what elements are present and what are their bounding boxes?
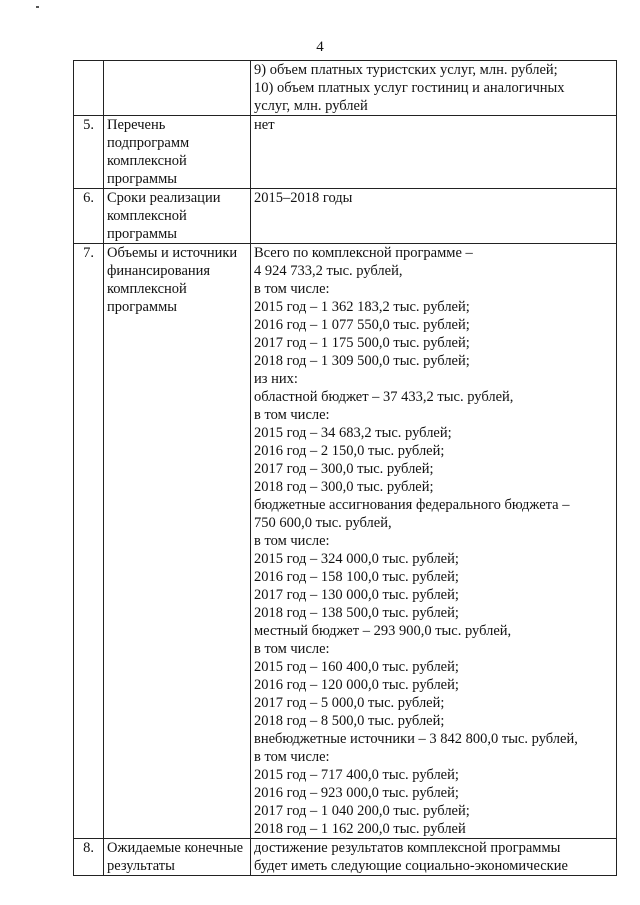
row-value-line: областной бюджет – 37 433,2 тыс. рублей,: [254, 389, 514, 405]
row-value-cell: [251, 839, 617, 876]
row-value-line: бюджетные ассигнования федерального бюджета –: [254, 497, 570, 513]
row-value-line: в том числе:: [254, 641, 330, 657]
row-value-line: будет иметь следующие социально-экономические: [254, 858, 568, 874]
row-value-line: в том числе:: [254, 407, 330, 423]
row-number: 6.: [74, 189, 104, 244]
row-name-line: программы: [107, 171, 177, 187]
row-name-line: комплексной: [107, 281, 187, 297]
row-value-line: в том числе:: [254, 281, 330, 297]
row-name-cell: [104, 189, 251, 244]
row-number: 8.: [74, 839, 104, 876]
row-value-line: 2016 год – 2 150,0 тыс. рублей;: [254, 443, 445, 459]
row-value-cell: [251, 116, 617, 189]
row-value-line: 2017 год – 1 040 200,0 тыс. рублей;: [254, 803, 470, 819]
row-name-line: комплексной: [107, 208, 187, 224]
row-value-line: 2017 год – 1 175 500,0 тыс. рублей;: [254, 335, 470, 351]
row-value-line: 9) объем платных туристских услуг, млн. рублей;: [254, 62, 558, 78]
row-value-line: из них:: [254, 371, 298, 387]
row-value-line: услуг, млн. рублей: [254, 98, 368, 114]
table-row: [74, 244, 617, 839]
row-name-line: программы: [107, 226, 177, 242]
table-row: [74, 61, 617, 116]
row-name-cell: [104, 61, 251, 116]
row-value-line: 2018 год – 138 500,0 тыс. рублей;: [254, 605, 459, 621]
row-name-line: подпрограмм: [107, 135, 190, 151]
row-name-line: Сроки реализации: [107, 190, 221, 206]
row-value-line: 2018 год – 8 500,0 тыс. рублей;: [254, 713, 445, 729]
scan-mark: [36, 6, 39, 8]
row-number: 7.: [74, 244, 104, 839]
row-value-line: 2016 год – 120 000,0 тыс. рублей;: [254, 677, 459, 693]
row-name-line: Объемы и источники: [107, 245, 238, 261]
row-value-line: в том числе:: [254, 749, 330, 765]
row-number: 5.: [74, 116, 104, 189]
row-name-line: Перечень: [107, 117, 166, 133]
row-name-cell: [104, 116, 251, 189]
row-name-cell: [104, 839, 251, 876]
row-value-line: Всего по комплексной программе –: [254, 245, 473, 261]
row-value-line: 2017 год – 5 000,0 тыс. рублей;: [254, 695, 445, 711]
row-value-line: 2015 год – 324 000,0 тыс. рублей;: [254, 551, 459, 567]
row-name-line: финансирования: [107, 263, 211, 279]
row-name-line: комплексной: [107, 153, 187, 169]
row-value-line: 10) объем платных услуг гостиниц и аналогичных: [254, 80, 565, 96]
program-passport-table: [73, 60, 617, 876]
row-value-line: в том числе:: [254, 533, 330, 549]
row-name-cell: [104, 244, 251, 839]
row-value-line: 2017 год – 300,0 тыс. рублей;: [254, 461, 434, 477]
row-value-line: внебюджетные источники – 3 842 800,0 тыс. рублей,: [254, 731, 578, 747]
row-value-line: 2015 год – 717 400,0 тыс. рублей;: [254, 767, 459, 783]
row-value-line: 2016 год – 1 077 550,0 тыс. рублей;: [254, 317, 470, 333]
row-name-line: Ожидаемые конечные: [107, 840, 244, 856]
row-value-line: 2015 год – 34 683,2 тыс. рублей;: [254, 425, 452, 441]
row-value-line: 4 924 733,2 тыс. рублей,: [254, 263, 403, 279]
row-value-line: 2015 год – 1 362 183,2 тыс. рублей;: [254, 299, 470, 315]
table-row: [74, 116, 617, 189]
row-value-line: 2018 год – 300,0 тыс. рублей;: [254, 479, 434, 495]
row-value-line: нет: [254, 117, 275, 133]
row-value-line: 750 600,0 тыс. рублей,: [254, 515, 392, 531]
row-value-cell: [251, 244, 617, 839]
table-row: [74, 839, 617, 876]
row-value-line: 2016 год – 158 100,0 тыс. рублей;: [254, 569, 459, 585]
row-value-line: 2016 год – 923 000,0 тыс. рублей;: [254, 785, 459, 801]
row-value-cell: [251, 61, 617, 116]
row-value-line: 2015–2018 годы: [254, 190, 353, 206]
row-value-cell: [251, 189, 617, 244]
row-name-line: результаты: [107, 858, 175, 874]
row-value-line: 2018 год – 1 162 200,0 тыс. рублей: [254, 821, 466, 837]
row-value-line: достижение результатов комплексной программы: [254, 840, 561, 856]
table-row: [74, 189, 617, 244]
row-value-line: 2017 год – 130 000,0 тыс. рублей;: [254, 587, 459, 603]
row-number: [74, 61, 104, 116]
row-value-line: 2015 год – 160 400,0 тыс. рублей;: [254, 659, 459, 675]
row-value-line: 2018 год – 1 309 500,0 тыс. рублей;: [254, 353, 470, 369]
row-name-line: программы: [107, 299, 177, 315]
page-number: 4: [316, 39, 324, 55]
row-value-line: местный бюджет – 293 900,0 тыс. рублей,: [254, 623, 512, 639]
table-body: [74, 61, 617, 876]
